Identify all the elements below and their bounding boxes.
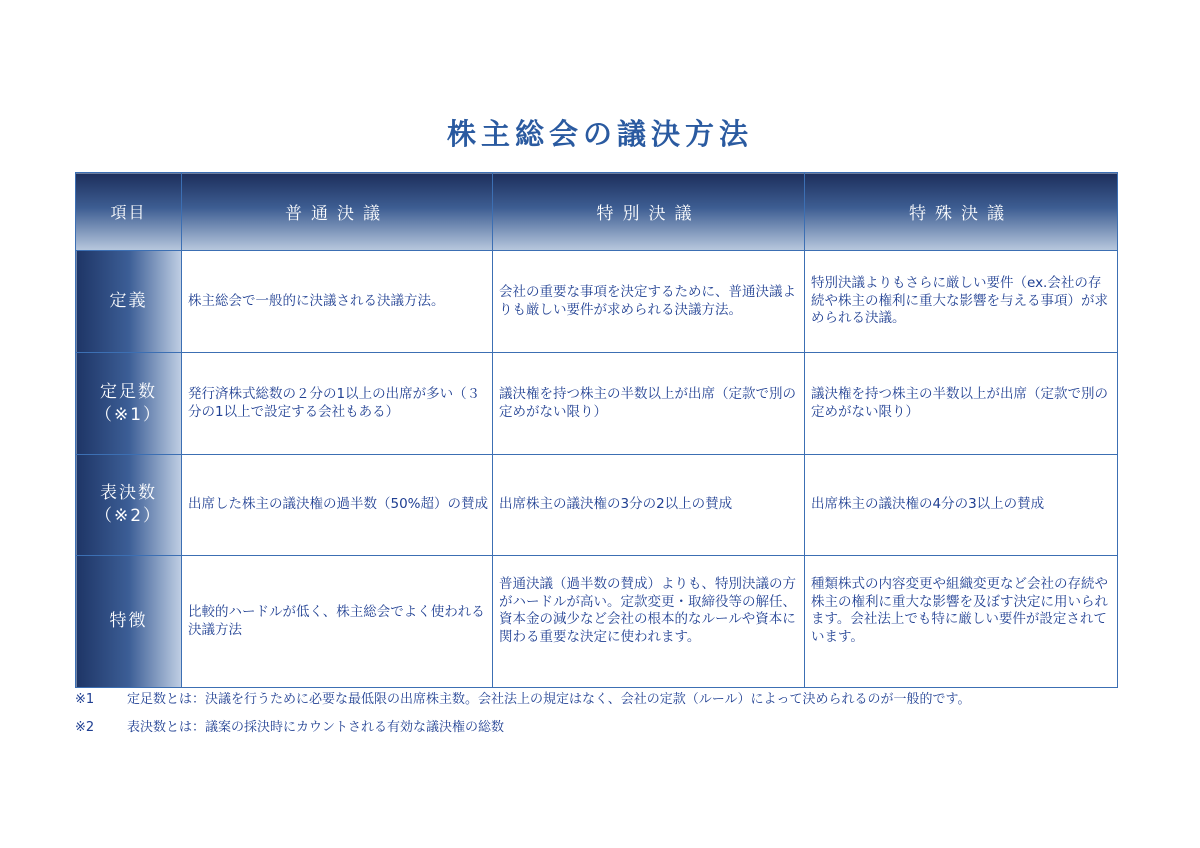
- header-item: 項目: [76, 173, 182, 251]
- table-row: [76, 251, 1118, 353]
- footnote: [75, 691, 1115, 708]
- table-row: [76, 353, 1118, 455]
- table-cell: 種類株式の内容変更や組織変更など会社の存続や株主の権利に重大な影響を及ぼす決定に用いられます。会社法上でも特に厳しい要件が設定されています。: [805, 556, 1118, 688]
- table-row: [76, 455, 1118, 556]
- table-cell: 特別決議よりもさらに厳しい要件（ex.会社の存続や株主の権利に重大な影響を与える事項）が求められる決議。: [805, 251, 1118, 353]
- table-cell: 普通決議（過半数の賛成）よりも、特別決議の方がハードルが高い。定款変更・取締役等の解任、資本金の減少など会社の根本的なルールや資本に関わる重要な決定に使われます。: [493, 556, 805, 688]
- header-extraordinary-resolution: 特殊決議: [805, 173, 1118, 251]
- row-header-quorum: [76, 353, 182, 455]
- table-cell: 株主総会で一般的に決議される決議方法。: [182, 251, 493, 353]
- table-cell: 出席した株主の議決権の過半数（50%超）の賛成: [182, 455, 493, 556]
- footnote-text: 表決数とは：議案の採決時にカウントされる有効な議決権の総数: [127, 720, 505, 735]
- page-title: 株主総会の議決方法: [446, 117, 753, 151]
- table-header-row: [76, 173, 1118, 251]
- table-cell: 会社の重要な事項を決定するために、普通決議よりも厳しい要件が求められる決議方法。: [493, 251, 805, 353]
- row-header-voting-count: [76, 455, 182, 556]
- table-cell: 出席株主の議決権の4分の3以上の賛成: [805, 455, 1118, 556]
- row-header-definition: 定義: [76, 251, 182, 353]
- table-cell: 議決権を持つ株主の半数以上が出席（定款で別の定めがない限り）: [493, 353, 805, 455]
- footnote: [75, 719, 1115, 736]
- resolution-methods-table: [75, 172, 1118, 688]
- header-ordinary-resolution: 普通決議: [182, 173, 493, 251]
- table-cell: 議決権を持つ株主の半数以上が出席（定款で別の定めがない限り）: [805, 353, 1118, 455]
- footnote-mark: ※2: [75, 720, 95, 735]
- footnotes: [75, 691, 1115, 747]
- row-header-note-ref: （※2）: [94, 506, 163, 526]
- row-header-features: 特徴: [76, 556, 182, 688]
- row-header-label: 定足数: [100, 381, 157, 402]
- table-cell: 比較的ハードルが低く、株主総会でよく使われる決議方法: [182, 556, 493, 688]
- row-header-label: 表決数: [100, 483, 157, 503]
- row-header-note-ref: （※1）: [94, 404, 163, 425]
- header-special-resolution: 特別決議: [493, 173, 805, 251]
- table-row: [76, 556, 1118, 688]
- footnote-text: 定足数とは：決議を行うために必要な最低限の出席株主数。会社法上の規定はなく、会社の定款（ルール）によって決められるのが一般的です。: [127, 692, 971, 707]
- footnote-mark: ※1: [75, 692, 95, 707]
- table-cell: 出席株主の議決権の3分の2以上の賛成: [493, 455, 805, 556]
- table-cell: 発行済株式総数の２分の1以上の出席が多い（３分の1以上で設定する会社もある）: [182, 353, 493, 455]
